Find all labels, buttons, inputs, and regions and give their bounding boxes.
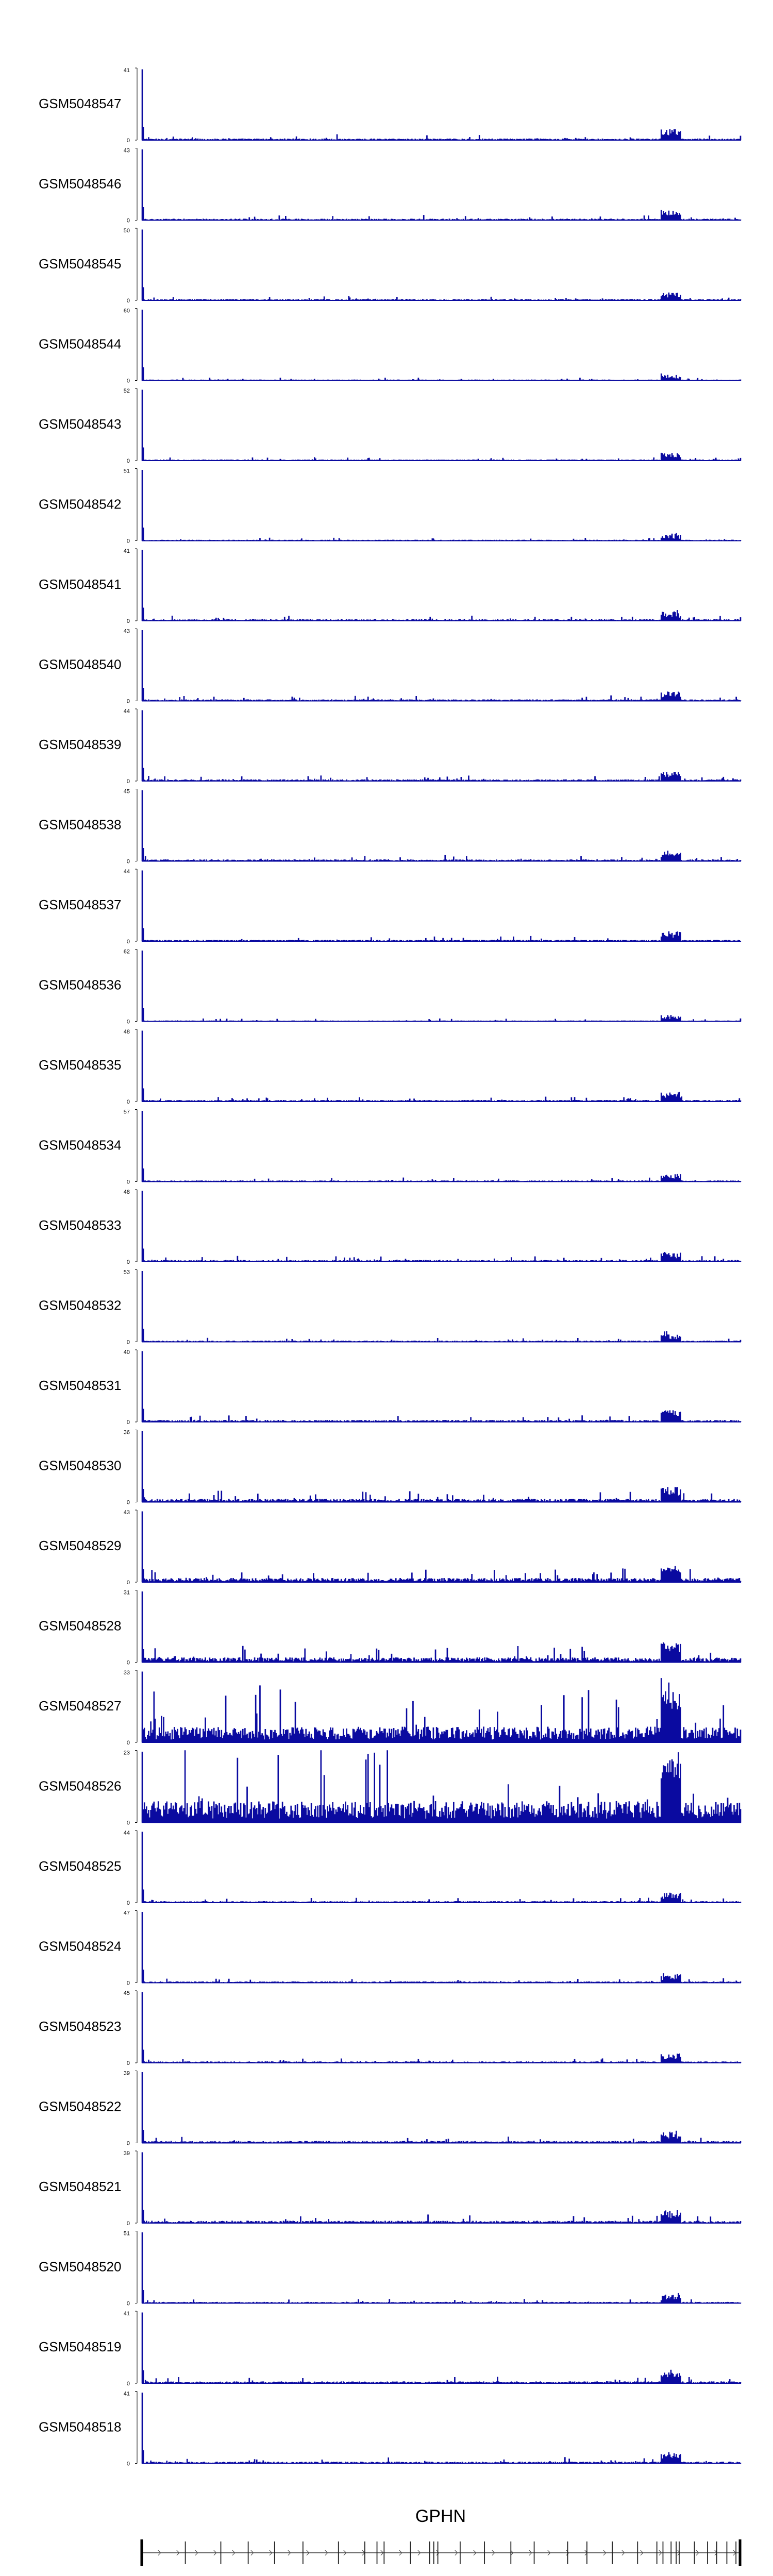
track-gsm5048534 — [39, 1109, 741, 1185]
track-gsm5048520 — [39, 2231, 741, 2307]
track-gsm5048519 — [39, 2311, 741, 2387]
track-gsm5048532 — [39, 1269, 741, 1346]
y-max-label: 36 — [123, 1429, 130, 1436]
coverage-area — [142, 2072, 741, 2143]
y-zero-label: 0 — [126, 217, 130, 224]
y-max-label: 47 — [123, 1910, 130, 1917]
coverage-area — [142, 1512, 741, 1582]
coverage-area — [142, 1031, 741, 1101]
y-zero-label: 0 — [126, 2221, 130, 2227]
y-zero-label: 0 — [126, 2300, 130, 2307]
y-zero-label: 0 — [126, 298, 130, 304]
track-label: GSM5048542 — [39, 496, 122, 512]
y-zero-label: 0 — [126, 1900, 130, 1906]
coverage-area — [142, 2393, 741, 2463]
coverage-area — [142, 230, 741, 300]
track-label: GSM5048540 — [39, 656, 122, 672]
gene-model-track — [142, 2506, 740, 2566]
y-zero-label: 0 — [126, 2060, 130, 2066]
track-gsm5048531 — [39, 1349, 741, 1426]
coverage-tracks — [39, 67, 741, 2467]
track-gsm5048527 — [39, 1670, 741, 1746]
y-zero-label: 0 — [126, 2140, 130, 2147]
coverage-area — [142, 1111, 741, 1181]
coverage-area — [142, 70, 741, 140]
y-zero-label: 0 — [126, 1740, 130, 1746]
y-max-label: 52 — [123, 388, 130, 394]
track-gsm5048539 — [39, 708, 741, 785]
track-gsm5048535 — [39, 1029, 741, 1105]
track-label: GSM5048519 — [39, 2339, 122, 2354]
y-zero-label: 0 — [126, 458, 130, 464]
track-gsm5048543 — [39, 388, 741, 464]
track-label: GSM5048537 — [39, 897, 122, 912]
track-label: GSM5048533 — [39, 1217, 122, 1233]
track-gsm5048540 — [39, 629, 741, 705]
y-max-label: 62 — [123, 948, 130, 955]
y-zero-label: 0 — [126, 1820, 130, 1826]
track-gsm5048533 — [39, 1189, 741, 1265]
track-gsm5048536 — [39, 949, 741, 1025]
y-zero-label: 0 — [126, 2381, 130, 2387]
y-zero-label: 0 — [126, 1339, 130, 1346]
track-gsm5048528 — [39, 1590, 741, 1666]
y-zero-label: 0 — [126, 1099, 130, 1105]
gene-name-label: GPHN — [415, 2506, 466, 2526]
coverage-area — [142, 1992, 741, 2063]
coverage-area — [142, 310, 741, 380]
coverage-area — [142, 790, 741, 861]
y-max-label: 50 — [123, 228, 130, 234]
y-max-label: 51 — [123, 2230, 130, 2237]
y-max-label: 41 — [123, 2311, 130, 2317]
track-gsm5048526 — [39, 1750, 741, 1826]
track-label: GSM5048524 — [39, 1938, 122, 1954]
track-label: GSM5048531 — [39, 1378, 122, 1393]
track-label: GSM5048525 — [39, 1858, 122, 1874]
track-label: GSM5048520 — [39, 2259, 122, 2275]
y-max-label: 44 — [123, 708, 130, 715]
y-max-label: 51 — [123, 468, 130, 474]
track-gsm5048538 — [39, 789, 741, 865]
track-label: GSM5048539 — [39, 737, 122, 752]
y-max-label: 44 — [123, 869, 130, 875]
y-max-label: 43 — [123, 147, 130, 154]
y-zero-label: 0 — [126, 1179, 130, 1185]
coverage-area — [142, 1672, 741, 1742]
y-max-label: 31 — [123, 1589, 130, 1596]
coverage-area — [142, 550, 741, 621]
coverage-area — [142, 470, 741, 540]
track-label: GSM5048541 — [39, 577, 122, 592]
y-zero-label: 0 — [126, 939, 130, 945]
track-label: GSM5048546 — [39, 176, 122, 192]
track-label: GSM5048529 — [39, 1538, 122, 1553]
track-label: GSM5048526 — [39, 1778, 122, 1794]
y-max-label: 39 — [123, 2150, 130, 2157]
y-max-label: 33 — [123, 1670, 130, 1676]
y-max-label: 57 — [123, 1109, 130, 1115]
y-max-label: 48 — [123, 1189, 130, 1195]
track-label: GSM5048547 — [39, 96, 122, 111]
track-label: GSM5048543 — [39, 416, 122, 432]
track-gsm5048525 — [39, 1830, 741, 1906]
y-zero-label: 0 — [126, 1980, 130, 1987]
y-max-label: 40 — [123, 1349, 130, 1355]
track-gsm5048524 — [39, 1910, 741, 1987]
y-max-label: 48 — [123, 1029, 130, 1035]
y-zero-label: 0 — [126, 1499, 130, 1506]
y-zero-label: 0 — [126, 1419, 130, 1426]
coverage-area — [142, 1832, 741, 1903]
coverage-area — [142, 1271, 741, 1342]
coverage-area — [142, 710, 741, 781]
y-max-label: 41 — [123, 67, 130, 74]
y-zero-label: 0 — [126, 378, 130, 384]
track-gsm5048545 — [39, 228, 741, 304]
y-zero-label: 0 — [126, 538, 130, 545]
y-zero-label: 0 — [126, 1019, 130, 1025]
track-label: GSM5048523 — [39, 2019, 122, 2034]
y-max-label: 43 — [123, 1510, 130, 1516]
track-gsm5048547 — [39, 67, 741, 144]
coverage-area — [142, 871, 741, 941]
y-zero-label: 0 — [126, 698, 130, 705]
track-gsm5048544 — [39, 308, 741, 384]
track-label: GSM5048538 — [39, 817, 122, 833]
track-gsm5048523 — [39, 1990, 741, 2066]
track-label: GSM5048522 — [39, 2098, 122, 2114]
track-label: GSM5048530 — [39, 1458, 122, 1473]
track-gsm5048521 — [39, 2150, 741, 2227]
track-gsm5048518 — [39, 2391, 741, 2467]
track-label: GSM5048532 — [39, 1297, 122, 1313]
track-gsm5048529 — [39, 1510, 741, 1586]
y-max-label: 60 — [123, 308, 130, 314]
track-label: GSM5048545 — [39, 256, 122, 272]
y-max-label: 41 — [123, 2391, 130, 2397]
track-gsm5048530 — [39, 1430, 741, 1506]
track-label: GSM5048521 — [39, 2179, 122, 2194]
y-zero-label: 0 — [126, 778, 130, 785]
coverage-area — [142, 1751, 741, 1823]
track-label: GSM5048528 — [39, 1618, 122, 1634]
y-zero-label: 0 — [126, 1580, 130, 1586]
y-zero-label: 0 — [126, 618, 130, 624]
track-gsm5048541 — [39, 548, 741, 624]
y-max-label: 44 — [123, 1830, 130, 1836]
y-zero-label: 0 — [126, 1259, 130, 1265]
track-label: GSM5048534 — [39, 1137, 122, 1153]
track-gsm5048546 — [39, 148, 741, 224]
y-max-label: 43 — [123, 628, 130, 635]
track-label: GSM5048518 — [39, 2419, 122, 2435]
y-zero-label: 0 — [126, 858, 130, 865]
track-label: GSM5048544 — [39, 336, 122, 352]
track-label: GSM5048527 — [39, 1698, 122, 1714]
y-max-label: 45 — [123, 1990, 130, 1996]
coverage-area — [142, 1912, 741, 1982]
track-label: GSM5048535 — [39, 1057, 122, 1073]
coverage-area — [142, 1191, 741, 1262]
track-label: GSM5048536 — [39, 977, 122, 993]
y-max-label: 39 — [123, 2070, 130, 2077]
track-gsm5048522 — [39, 2071, 741, 2147]
coverage-area — [142, 149, 741, 220]
coverage-area — [142, 1351, 741, 1422]
y-max-label: 23 — [123, 1750, 130, 1756]
track-gsm5048537 — [39, 869, 741, 945]
y-zero-label: 0 — [126, 2461, 130, 2467]
coverage-area — [142, 1431, 741, 1502]
y-max-label: 41 — [123, 548, 130, 554]
coverage-area — [142, 2313, 741, 2383]
y-max-label: 45 — [123, 788, 130, 795]
y-zero-label: 0 — [126, 1659, 130, 1666]
y-zero-label: 0 — [126, 138, 130, 144]
coverage-area — [142, 2153, 741, 2223]
y-max-label: 53 — [123, 1269, 130, 1276]
coverage-area — [142, 630, 741, 701]
coverage-area — [142, 951, 741, 1021]
coverage-area — [142, 1591, 741, 1662]
track-gsm5048542 — [39, 468, 741, 545]
coverage-area — [142, 2232, 741, 2303]
coverage-area — [142, 390, 741, 461]
